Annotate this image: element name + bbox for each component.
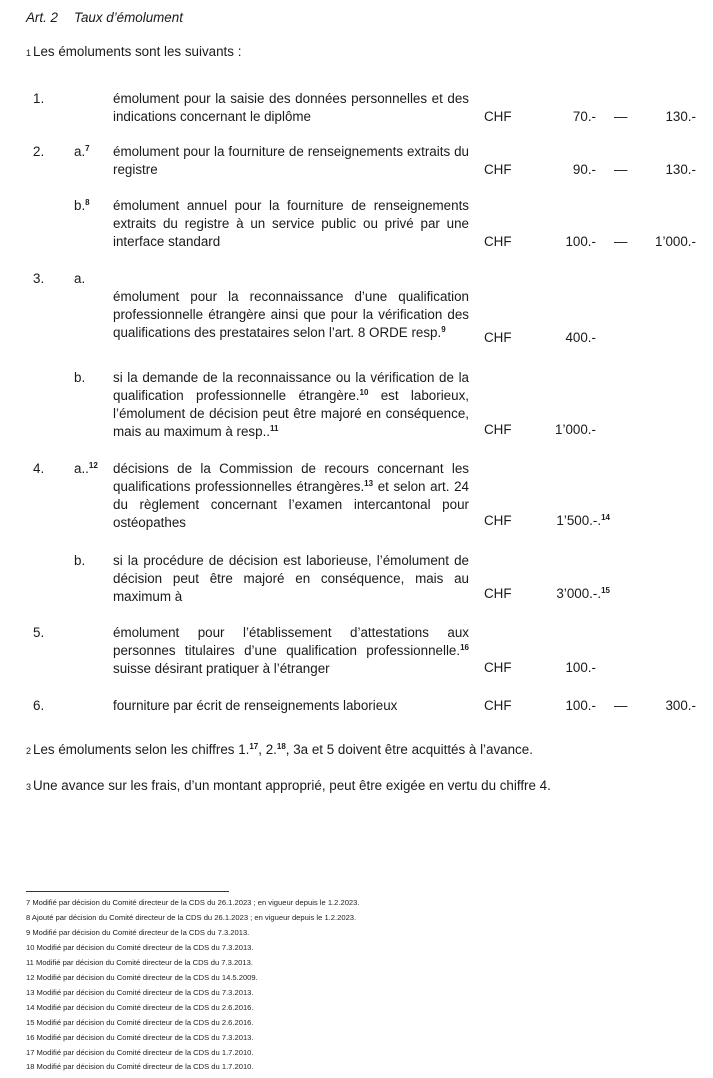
item-description: émolument pour la fourniture de renseignements extraits du registre [113, 144, 469, 177]
footnote-ref[interactable]: 18 [276, 742, 286, 751]
currency-label: CHF [484, 586, 512, 601]
range-dash: — [614, 109, 628, 124]
item-sub-letter: b.$^8$ [74, 198, 90, 213]
article-title: Taux d’émolument [74, 10, 183, 25]
paragraph-number: 3 [26, 782, 32, 792]
fee-amount: 3’000.-.$^{15}$ [556, 586, 610, 601]
footnote: 10 Modifié par décision du Comité directeur de la CDS du 7.3.2013. [26, 943, 254, 952]
currency-label: CHF [484, 660, 512, 675]
item-description: si la procédure de décision est laborieuse, l’émolument de décision peut être majoré en conséquence, mais au maximum à [113, 553, 469, 604]
fee-amount-max: 300.- [665, 698, 696, 713]
footnote: 11 Modifié par décision du Comité directeur de la CDS du 7.3.2013. [26, 958, 253, 967]
footnote: 8 Ajouté par décision du Comité directeur de la CDS du 26.1.2023 ; en vigueur depuis le 1.2.2023. [26, 913, 357, 922]
item-number: 2. [33, 144, 45, 159]
range-dash: — [614, 698, 628, 713]
footnote-ref[interactable]: 15 [601, 586, 610, 595]
paragraph-text: Une avance sur les frais, d’un montant approprié, peut être exigée en vertu du chiffre 4. [33, 778, 551, 793]
item-description: émolument pour l’établissement d’attestations aux personnes titulaires d’une qualification professionnelle.$^{16}$ suisse désirant pratiquer à l’étranger [113, 625, 469, 676]
item-sub-letter: a.$^7$ [74, 144, 90, 159]
footnote: 18 Modifié par décision du Comité directeur de la CDS du 1.7.2010. [26, 1062, 254, 1071]
fee-amount-min: 100.- [565, 698, 596, 713]
footnote-separator [26, 891, 229, 892]
footnote: 16 Modifié par décision du Comité directeur de la CDS du 7.3.2013. [26, 1033, 254, 1042]
paragraph-text: Les émoluments sont les suivants : [33, 44, 242, 59]
item-description: fourniture par écrit de renseignements laborieux [113, 698, 398, 713]
footnote: 17 Modifié par décision du Comité directeur de la CDS du 1.7.2010. [26, 1048, 254, 1057]
range-dash: — [614, 162, 628, 177]
item-description: décisions de la Commission de recours concernant les qualifications professionnelles étrangères.$^{13}$ et selon art. 24 du règlement concernant l’examen intercantonal pour ostéopathes [113, 461, 469, 530]
paragraph-3 [26, 777, 551, 796]
fee-amount-min: 100.- [565, 234, 596, 249]
item-number: 5. [33, 625, 45, 640]
item-sub-letter: b. [74, 553, 86, 568]
currency-label: CHF [484, 162, 512, 177]
footnote-ref[interactable]: 16 [460, 643, 469, 652]
fee-amount: 1’000.- [555, 422, 596, 437]
footnote-ref[interactable]: 14 [601, 513, 610, 522]
item-number: 4. [33, 461, 45, 476]
currency-label: CHF [484, 234, 512, 249]
item-description: si la demande de la reconnaissance ou la vérification de la qualification professionnelle étrangère.$^{10}$ est laborieux, l’émolument de décision peut être majoré en conséquence, mais au maximum à resp..$^{11}$ [113, 370, 469, 439]
footnote-ref[interactable]: 8 [85, 198, 90, 207]
item-number: 3. [33, 271, 45, 286]
item-sub-letter: a..$^{12}$ [74, 461, 98, 476]
fee-amount: 400.- [565, 330, 596, 345]
footnote: 14 Modifié par décision du Comité directeur de la CDS du 2.6.2016. [26, 1003, 254, 1012]
paragraph-1 [26, 43, 241, 62]
paragraph-number: 1 [26, 48, 32, 58]
fee-amount-max: 130.- [665, 109, 696, 124]
item-number: 1. [33, 91, 45, 106]
footnote-ref[interactable]: 9 [441, 325, 446, 334]
paragraph-2: 2 Les émoluments selon les chiffres 1.17, 2.18, 3a et 5 doivent être acquittés à l’avance. [26, 742, 533, 757]
range-dash: — [614, 234, 628, 249]
item-description: émolument pour la reconnaissance d’une qualification professionnelle étrangère ainsi que pour la vérification des qualifications des prestataires selon l’art. 8 ORDE resp.$^9$ [113, 289, 469, 340]
fee-amount: 100.- [565, 660, 596, 675]
footnote: 15 Modifié par décision du Comité directeur de la CDS du 2.6.2016. [26, 1018, 254, 1027]
footnote: 12 Modifié par décision du Comité directeur de la CDS du 14.5.2009. [26, 973, 258, 982]
footnote-ref[interactable]: 12 [88, 461, 98, 470]
item-number: 6. [33, 698, 45, 713]
item-description: émolument annuel pour la fourniture de renseignements extraits du registre à un service public ou privé par une interface standard [113, 198, 469, 249]
fee-amount-max: 130.- [665, 162, 696, 177]
footnote-ref[interactable]: 13 [364, 479, 374, 488]
currency-label: CHF [484, 698, 512, 713]
item-description: émolument pour la saisie des données personnelles et des indications concernant le diplôme [113, 91, 469, 124]
footnote: 13 Modifié par décision du Comité directeur de la CDS du 7.3.2013. [26, 988, 254, 997]
fee-amount-min: 70.- [572, 109, 596, 124]
fee-amount-max: 1’000.- [655, 234, 696, 249]
currency-label: CHF [484, 109, 512, 124]
fee-amount-min: 90.- [572, 162, 596, 177]
paragraph-number: 2 [26, 746, 32, 756]
currency-label: CHF [484, 422, 512, 437]
footnote: 9 Modifié par décision du Comité directeur de la CDS du 7.3.2013. [26, 928, 250, 937]
item-sub-letter: a. [74, 271, 86, 286]
footnote-ref[interactable]: 17 [249, 742, 259, 751]
footnote-ref[interactable]: 7 [85, 144, 90, 153]
currency-label: CHF [484, 330, 512, 345]
footnote: 7 Modifié par décision du Comité directeur de la CDS du 26.1.2023 ; en vigueur depuis le 1.2.2023. [26, 898, 360, 907]
item-sub-letter: b. [74, 370, 86, 385]
article-number: Art. 2 [26, 10, 58, 25]
fee-amount: 1’500.-.$^{14}$ [556, 513, 610, 528]
article-heading [26, 10, 183, 25]
currency-label: CHF [484, 513, 512, 528]
footnote-ref[interactable]: 11 [270, 424, 279, 433]
footnote-ref[interactable]: 10 [359, 388, 369, 397]
